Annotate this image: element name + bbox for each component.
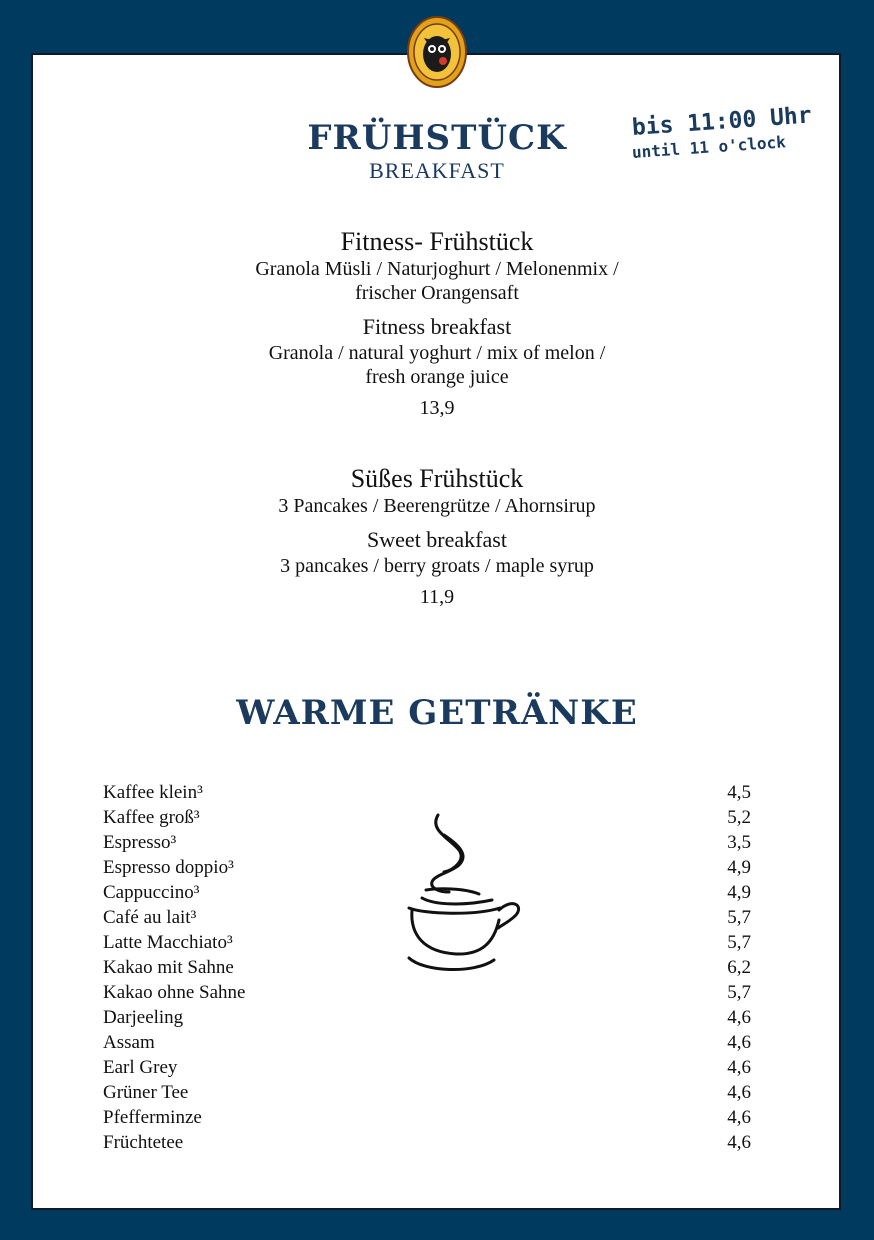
drink-row [103,1080,751,1105]
item-desc-de: frischer Orangensaft [355,282,519,304]
drink-price: 4,6 [727,1107,751,1128]
drink-price: 4,6 [727,1082,751,1103]
drink-name: Café au lait³ [103,907,197,928]
drink-name: Cappuccino³ [103,882,200,903]
item-name-en: Fitness breakfast [362,314,512,339]
drink-row [103,980,751,1005]
drink-name: Kaffee groß³ [103,807,200,828]
drink-name: Kakao mit Sahne [103,957,234,978]
item-name-en: Sweet breakfast [367,527,507,552]
drink-row [103,1005,751,1030]
item-price: 11,9 [419,586,455,608]
time-note-en: until 11 o'clock [631,132,787,162]
breakfast-item [0,227,874,420]
item-desc-de: Granola Müsli / Naturjoghurt / Melonenmix / [255,258,619,280]
drink-name: Assam [103,1032,155,1053]
drink-name: Grüner Tee [103,1082,189,1103]
drink-price: 4,6 [727,1007,751,1028]
drink-row [103,1105,751,1130]
drink-name: Darjeeling [103,1007,184,1028]
coffee-cup-icon [404,810,524,980]
drink-price: 4,6 [727,1057,751,1078]
drink-name: Earl Grey [103,1057,178,1078]
time-note-de: bis 11:00 Uhr [631,102,813,141]
drink-name: Latte Macchiato³ [103,932,233,953]
item-name-de: Süßes Frühstück [350,464,524,493]
page-title: FRÜHSTÜCK [307,118,567,158]
drink-price: 4,6 [727,1032,751,1053]
drink-price: 5,7 [727,982,751,1003]
drink-price: 6,2 [727,957,751,978]
drink-name: Pfefferminze [103,1107,202,1128]
item-name-de: Fitness- Frühstück [340,227,534,256]
drink-price: 4,6 [727,1132,751,1153]
item-desc-en: fresh orange juice [365,366,509,388]
drink-row [103,1055,751,1080]
breakfast-item [0,464,874,609]
drink-name: Espresso doppio³ [103,857,234,878]
drink-price: 4,9 [727,857,751,878]
drink-row [103,780,751,805]
drink-price: 4,5 [727,782,751,803]
drink-row [103,1130,751,1155]
drink-price: 5,2 [727,807,751,828]
item-price: 13,9 [419,397,455,419]
drink-price: 5,7 [727,907,751,928]
drink-row [103,1030,751,1055]
drink-name: Kaffee klein³ [103,782,203,803]
item-desc-en: Granola / natural yoghurt / mix of melon / [268,342,606,364]
owl-emblem-icon [407,16,467,88]
section-title: WARME GETRÄNKE [236,693,638,733]
drink-price: 3,5 [727,832,751,853]
drink-name: Kakao ohne Sahne [103,982,246,1003]
page-subtitle: BREAKFAST [369,158,505,183]
item-desc-de: 3 Pancakes / Beerengrütze / Ahornsirup [278,495,596,517]
drink-price: 5,7 [727,932,751,953]
item-desc-en: 3 pancakes / berry groats / maple syrup [280,555,594,577]
drink-name: Espresso³ [103,832,177,853]
drink-price: 4,9 [727,882,751,903]
drink-name: Früchtetee [103,1132,184,1153]
